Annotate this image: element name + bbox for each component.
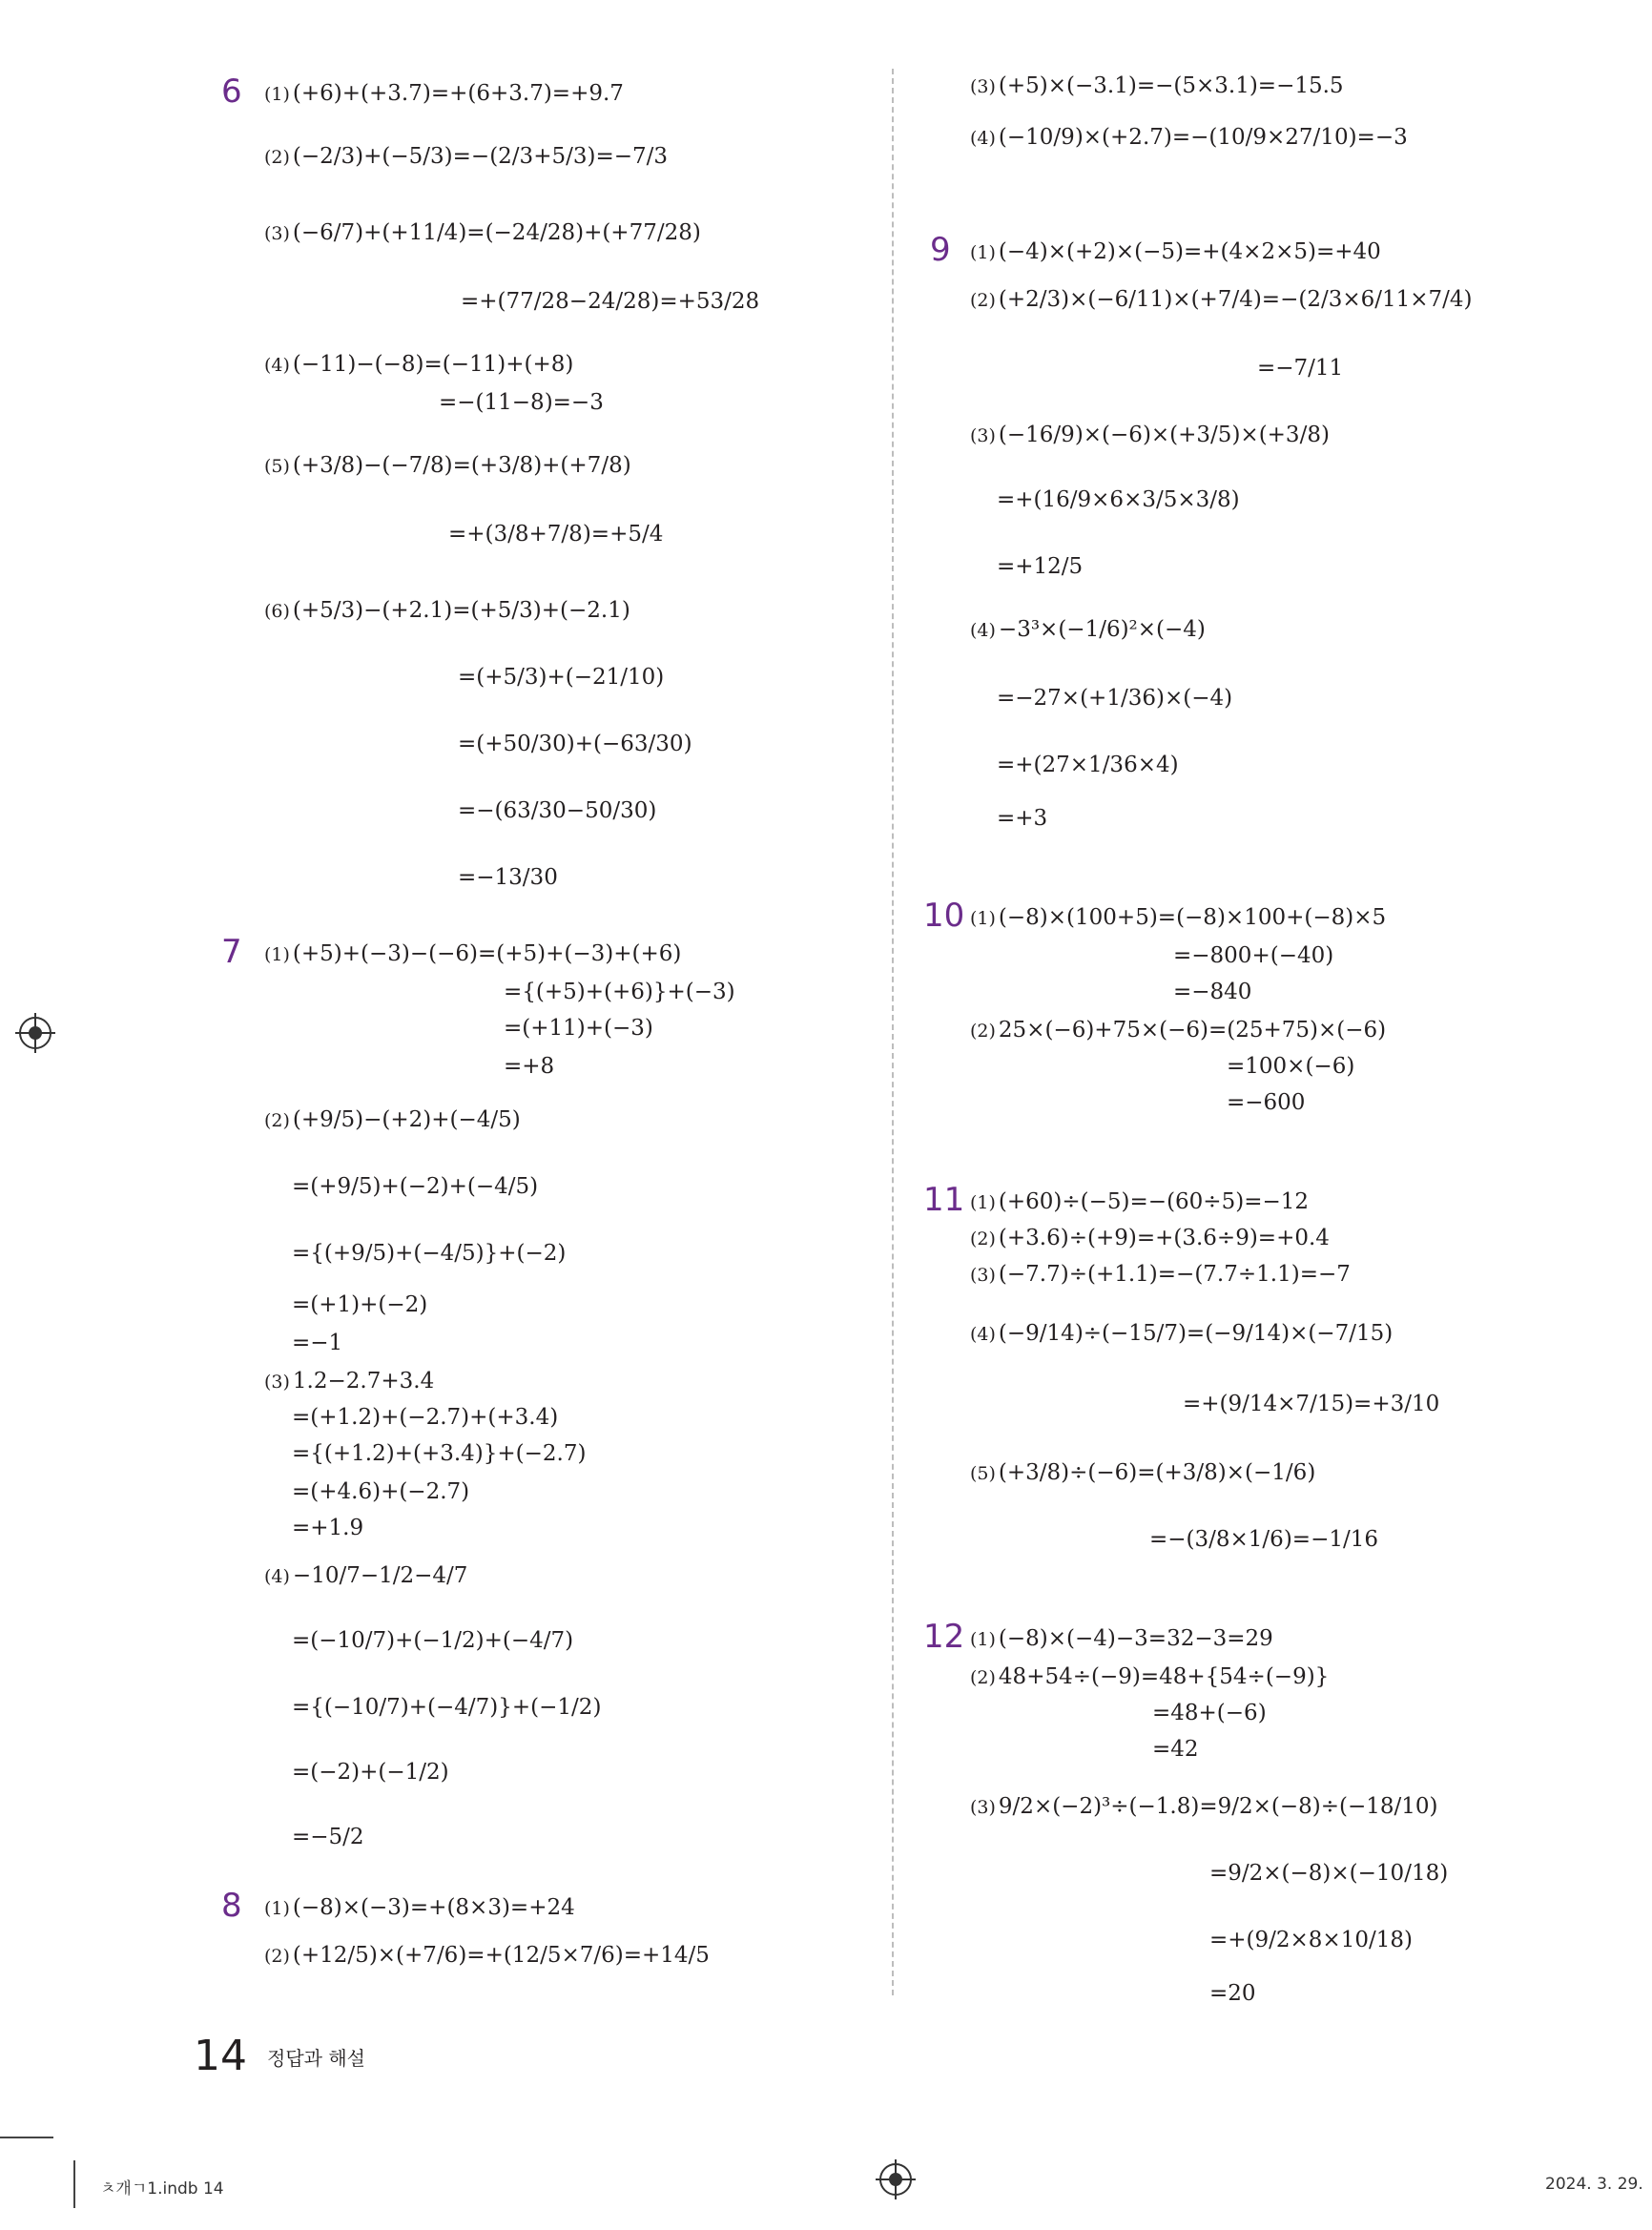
- p12-line-1: (1) (−8)×(−4)−3=32−3=29: [970, 1626, 1273, 1651]
- p7-line-14: =+1.9: [292, 1516, 364, 1540]
- p6-line-10: =(+5/3)+(−21/10): [458, 665, 665, 690]
- p12-line-4: =42: [1152, 1737, 1199, 1762]
- footer-file-name: ㅊ개ㄱ1.indb 14: [100, 2179, 224, 2199]
- p7-line-10: (3) 1.2−2.7+3.4: [264, 1369, 435, 1394]
- p10-line-2: =−800+(−40): [1173, 943, 1334, 968]
- p7-line-8: =(+1)+(−2): [292, 1292, 428, 1317]
- p8-line-1: (1) (−8)×(−3)=+(8×3)=+24: [264, 1895, 575, 1920]
- p11-line-7: =−(3/8×1/6)=−1/16: [1149, 1527, 1378, 1552]
- p7-line-2: ={(+5)+(+6)}+(−3): [504, 980, 735, 1004]
- problem-9-number: 9: [930, 231, 951, 269]
- p7-line-3: =(+11)+(−3): [504, 1016, 653, 1041]
- p10-line-4: (2) 25×(−6)+75×(−6)=(25+75)×(−6): [970, 1018, 1387, 1043]
- p7-line-19: =−5/2: [292, 1825, 364, 1849]
- p7-line-13: =(+4.6)+(−2.7): [292, 1479, 470, 1504]
- p7-line-1: (1) (+5)+(−3)−(−6)=(+5)+(−3)+(+6): [264, 941, 682, 966]
- p6-line-13: =−13/30: [458, 865, 558, 890]
- p12-line-6: =9/2×(−8)×(−10/18): [1209, 1861, 1449, 1886]
- p6-line-9: (6) (+5/3)−(+2.1)=(+5/3)+(−2.1): [264, 598, 630, 623]
- problem-10-number: 10: [923, 897, 965, 935]
- p10-line-5: =100×(−6): [1227, 1054, 1355, 1079]
- p8-line-4: (4) (−10/9)×(+2.7)=−(10/9×27/10)=−3: [970, 125, 1408, 150]
- p11-line-3: (3) (−7.7)÷(+1.1)=−(7.7÷1.1)=−7: [970, 1262, 1351, 1287]
- p9-line-9: =+(27×1/36×4): [997, 753, 1179, 777]
- problem-8-number: 8: [221, 1887, 242, 1925]
- p6-line-1: (1) (+6)+(+3.7)=+(6+3.7)=+9.7: [264, 81, 624, 106]
- problem-6-number: 6: [221, 72, 242, 111]
- p7-line-5: (2) (+9/5)−(+2)+(−4/5): [264, 1107, 521, 1132]
- p9-line-8: =−27×(+1/36)×(−4): [997, 686, 1233, 711]
- p11-line-2: (2) (+3.6)÷(+9)=+(3.6÷9)=+0.4: [970, 1226, 1330, 1250]
- p7-line-6: =(+9/5)+(−2)+(−4/5): [292, 1174, 539, 1199]
- p9-line-2: (2) (+2/3)×(−6/11)×(+7/4)=−(2/3×6/11×7/4): [970, 287, 1473, 312]
- p6-line-2: (2) (−2/3)+(−5/3)=−(2/3+5/3)=−7/3: [264, 144, 669, 169]
- p6-line-12: =−(63/30−50/30): [458, 798, 657, 823]
- p6-line-5: (4) (−11)−(−8)=(−11)+(+8): [264, 352, 574, 377]
- p7-line-15: (4) −10/7−1/2−4/7: [264, 1563, 468, 1588]
- p8-line-2: (2) (+12/5)×(+7/6)=+(12/5×7/6)=+14/5: [264, 1943, 710, 1968]
- p11-line-4: (4) (−9/14)÷(−15/7)=(−9/14)×(−7/15): [970, 1321, 1394, 1346]
- p6-line-11: =(+50/30)+(−63/30): [458, 732, 692, 756]
- p9-line-3: =−7/11: [1257, 356, 1344, 381]
- p9-line-7: (4) −3³×(−1/6)²×(−4): [970, 617, 1206, 642]
- page-label: 정답과 해설: [267, 2047, 365, 2070]
- p8-line-3: (3) (+5)×(−3.1)=−(5×3.1)=−15.5: [970, 73, 1344, 98]
- p7-line-18: =(−2)+(−1/2): [292, 1760, 449, 1785]
- p10-line-3: =−840: [1173, 980, 1252, 1004]
- p7-line-17: ={(−10/7)+(−4/7)}+(−1/2): [292, 1695, 602, 1720]
- p7-line-12: ={(+1.2)+(+3.4)}+(−2.7): [292, 1441, 587, 1466]
- p6-line-8: =+(3/8+7/8)=+5/4: [448, 522, 664, 547]
- p12-line-3: =48+(−6): [1152, 1701, 1267, 1725]
- p10-line-6: =−600: [1227, 1090, 1306, 1115]
- p9-line-10: =+3: [997, 806, 1048, 831]
- p7-line-9: =−1: [292, 1331, 343, 1355]
- p12-line-8: =20: [1209, 1981, 1256, 2006]
- p12-line-2: (2) 48+54÷(−9)=48+{54÷(−9)}: [970, 1664, 1330, 1689]
- p12-line-5: (3) 9/2×(−2)³÷(−1.8)=9/2×(−8)÷(−18/10): [970, 1794, 1438, 1819]
- p10-line-1: (1) (−8)×(100+5)=(−8)×100+(−8)×5: [970, 905, 1387, 930]
- p6-line-6: =−(11−8)=−3: [439, 390, 604, 415]
- problem-12-number: 12: [923, 1618, 965, 1656]
- p9-line-6: =+12/5: [997, 554, 1084, 579]
- p9-line-5: =+(16/9×6×3/5×3/8): [997, 487, 1240, 512]
- p9-line-1: (1) (−4)×(+2)×(−5)=+(4×2×5)=+40: [970, 239, 1381, 264]
- problem-11-number: 11: [923, 1181, 965, 1219]
- page-number: 14: [194, 2032, 247, 2080]
- crop-mark: [0, 2137, 53, 2138]
- p9-line-4: (3) (−16/9)×(−6)×(+3/5)×(+3/8): [970, 423, 1330, 447]
- p7-line-4: =+8: [504, 1054, 555, 1079]
- p11-line-5: =+(9/14×7/15)=+3/10: [1183, 1392, 1440, 1416]
- column-divider: [892, 69, 894, 1995]
- problem-7-number: 7: [221, 933, 242, 971]
- p12-line-7: =+(9/2×8×10/18): [1209, 1928, 1413, 1952]
- registration-mark-icon: [879, 2163, 912, 2196]
- p6-line-4: =+(77/28−24/28)=+53/28: [461, 289, 760, 314]
- p7-line-7: ={(+9/5)+(−4/5)}+(−2): [292, 1241, 567, 1266]
- p11-line-6: (5) (+3/8)÷(−6)=(+3/8)×(−1/6): [970, 1460, 1316, 1485]
- p7-line-16: =(−10/7)+(−1/2)+(−4/7): [292, 1628, 574, 1653]
- footer-date: 2024. 3. 29.: [1545, 2175, 1643, 2194]
- p7-line-11: =(+1.2)+(−2.7)+(+3.4): [292, 1405, 559, 1430]
- crop-mark: [73, 2160, 75, 2208]
- p11-line-1: (1) (+60)÷(−5)=−(60÷5)=−12: [970, 1189, 1309, 1214]
- p6-line-3: (3) (−6/7)+(+11/4)=(−24/28)+(+77/28): [264, 220, 701, 245]
- p6-line-7: (5) (+3/8)−(−7/8)=(+3/8)+(+7/8): [264, 453, 631, 478]
- registration-mark-icon: [19, 1017, 52, 1049]
